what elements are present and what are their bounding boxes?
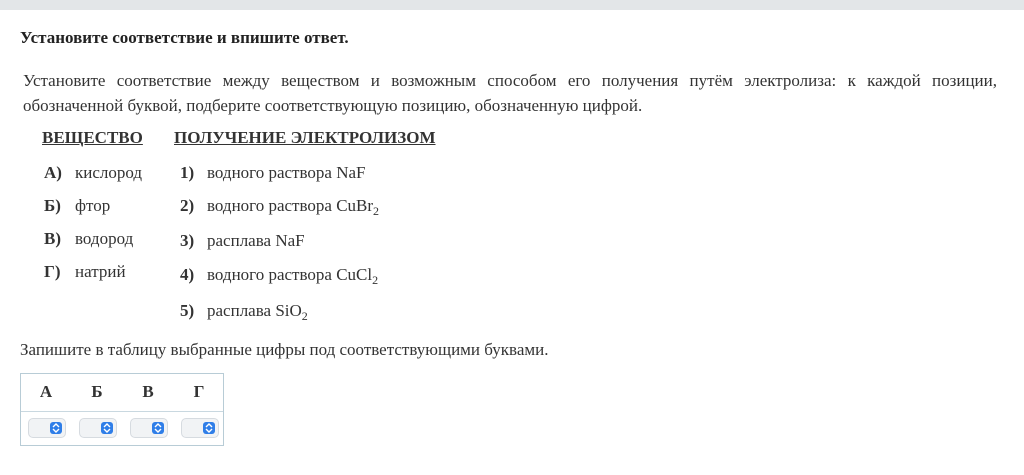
select-arrows-icon	[50, 422, 62, 434]
top-bar	[0, 0, 1024, 10]
method-text: водного раствора CuBr	[207, 196, 374, 215]
substance-name: кислород	[75, 163, 143, 182]
select-arrows-icon	[152, 422, 164, 434]
method-row	[180, 231, 305, 251]
task-text: Установите соответствие между веществом и возможным способом его получения путём электролиза: к каждой позиции, обозначенной буквой, подберите соответствующую позицию, обозначенную цифрой.	[23, 71, 997, 115]
method-key: 2)	[180, 196, 195, 215]
method-key: 4)	[180, 265, 195, 284]
method-subscript: 2	[372, 273, 379, 287]
substance-name: фтор	[75, 196, 111, 215]
method-text: водного раствора NaF	[207, 163, 366, 182]
answer-select-b[interactable]	[79, 418, 117, 438]
method-key: 3)	[180, 231, 195, 250]
answer-table	[20, 373, 224, 446]
answer-header-b: Б	[91, 382, 103, 401]
method-row	[180, 301, 308, 321]
method-key: 1)	[180, 163, 195, 182]
substance-key: Б)	[44, 196, 61, 215]
substance-key: А)	[44, 163, 62, 182]
answer-select-v[interactable]	[130, 418, 168, 438]
method-text: расплава SiO	[207, 301, 302, 320]
column-header-substance: ВЕЩЕСТВО	[42, 128, 143, 147]
answer-header-v: В	[142, 382, 154, 401]
substance-name: водород	[75, 229, 134, 248]
method-row	[180, 265, 378, 285]
substance-row	[44, 196, 110, 216]
select-arrows-icon	[203, 422, 215, 434]
method-subscript: 2	[373, 204, 380, 218]
table-divider	[21, 411, 223, 412]
substance-name: натрий	[75, 262, 126, 281]
answer-instruction: Запишите в таблицу выбранные цифры под соответствующими буквами.	[20, 340, 549, 359]
substance-row	[44, 229, 133, 249]
method-text: расплава NaF	[207, 231, 305, 250]
page-title: Установите соответствие и впишите ответ.	[20, 28, 349, 47]
substance-key: В)	[44, 229, 61, 248]
method-subscript: 2	[301, 309, 308, 323]
substance-key: Г)	[44, 262, 61, 281]
method-row	[180, 163, 365, 183]
method-text: водного раствора CuCl	[207, 265, 373, 284]
answer-header-a: А	[39, 382, 53, 401]
answer-select-a[interactable]	[28, 418, 66, 438]
substance-row	[44, 262, 126, 282]
method-key: 5)	[180, 301, 195, 320]
select-arrows-icon	[101, 422, 113, 434]
column-header-method: ПОЛУЧЕНИЕ ЭЛЕКТРОЛИЗОМ	[174, 128, 436, 147]
answer-header-g: Г	[193, 382, 205, 401]
substance-row	[44, 163, 142, 183]
method-row	[180, 196, 379, 216]
answer-select-g[interactable]	[181, 418, 219, 438]
